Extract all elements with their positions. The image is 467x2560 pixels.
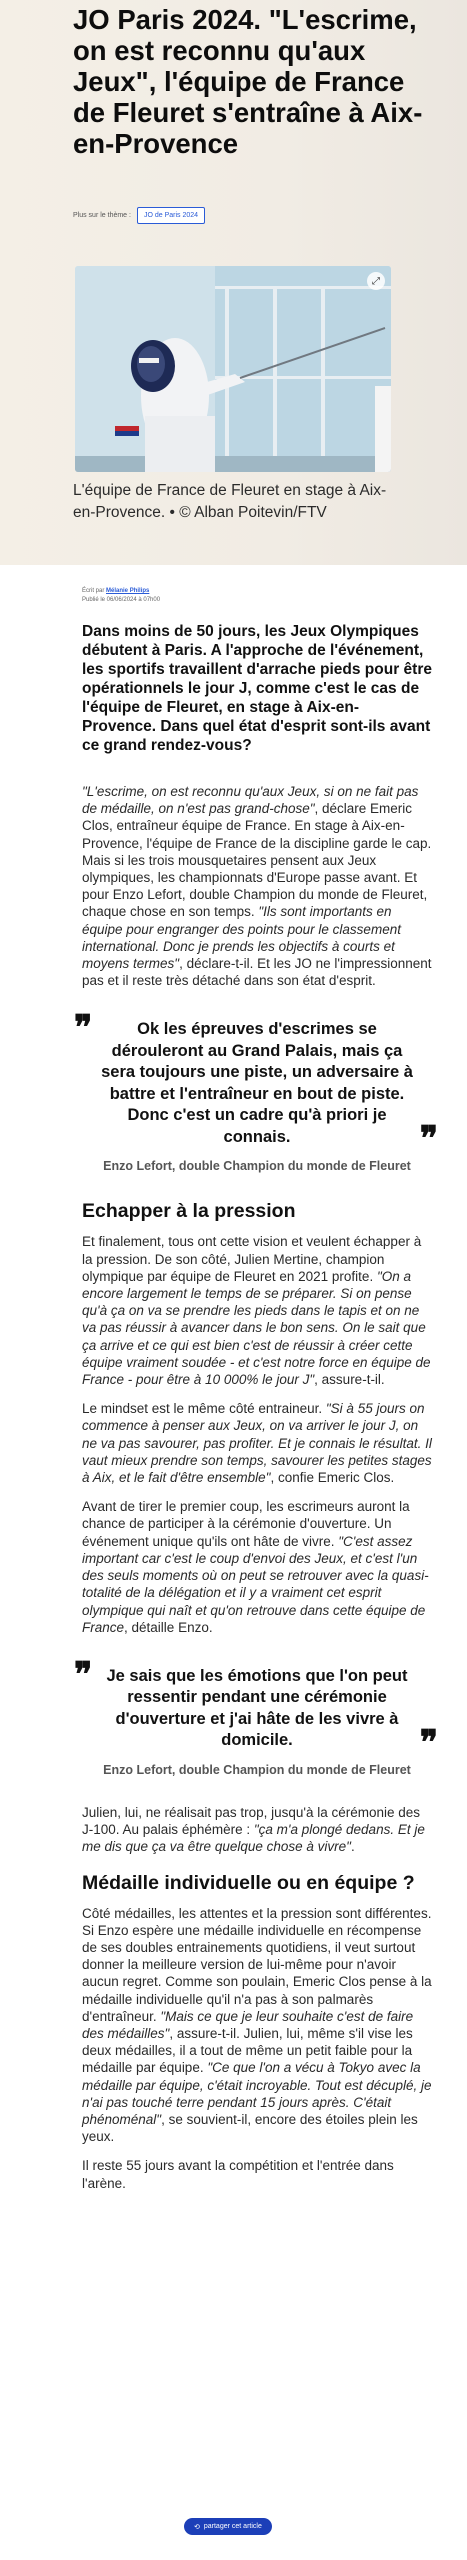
quote-close-icon: ❞ [419,1120,438,1159]
pull-quote-text: Je sais que les émotions que l'on peut ressentir pendant une cérémonie d'ouverture et j'ai hâte de les vivre à domicile. [106,1666,408,1750]
paragraph-text: Julien, lui, ne réalisait pas trop, jusqu'à la cérémonie des J-100. Au palais éphémère : [82,1804,421,1838]
paragraph [82,1233,432,1388]
pull-quote-author: Enzo Lefort, double Champion du monde de Fleuret [103,1159,411,1174]
inline-quote: "L'escrime, on est reconnu qu'aux Jeux, si on ne fait pas de médaille, on n'est pas grand-chose" [82,784,419,817]
pull-quote [74,1655,438,1778]
inline-quote: "On a encore largement le temps de se préparer. Si on pense qu'à ça on va se prendre les pieds dans le tapis et on ne va pas réussir à avancer dans le bon sens. On le sait que ça arrive et ce qui est bien c'est de réussir à créer cette équipe vraiment soudée - et c'est notre force en équipe de France - pour être à 10 000% le jour J" [82,1268,431,1388]
byline-prefix: Écrit par [82,588,105,594]
quote-open-icon: ❞ [74,1655,93,1694]
share-button[interactable] [184,2518,272,2535]
article-hero [0,0,467,565]
photo-caption: L'équipe de France de Fleuret en stage à Aix-en-Provence. • © Alban Poitevin/FTV [73,482,387,521]
paragraph [82,1498,432,1636]
article-photo[interactable] [75,266,391,472]
paragraph: Il reste 55 jours avant la compétition et l'entrée dans l'arène. [82,2158,394,2191]
quote-open-icon: ❞ [74,1009,93,1048]
pull-quote-author: Enzo Lefort, double Champion du monde de Fleuret [103,1762,411,1777]
theme-row [73,207,205,224]
page-title: JO Paris 2024. "L'escrime, on est reconnu qu'aux Jeux", l'équipe de France de Fleuret s'entraîne à Aix-en-Provence [73,4,423,159]
paragraph-text: , confie Emeric Clos. [270,1470,395,1486]
paragraph-text: Avant de tirer le premier coup, les escrimeurs auront la chance de participer à la cérémonie d'ouverture. Un événement unique qu'ils ont hâte de vivre. [82,1499,410,1549]
paragraph-text: , assure-t-il. [314,1372,385,1388]
theme-label: Plus sur le thème : [73,212,131,219]
paragraph [82,1804,432,1856]
paragraph-text: , se souvient-il, encore des étoiles plein les yeux. [82,2111,418,2145]
article-body [74,622,438,2204]
inline-quote: "Ils sont importants en équipe pour engranger des points pour le classement international. Donc je prends les objectifs à courts et moyens termes" [82,904,401,972]
quote-close-icon: ❞ [419,1723,438,1762]
inline-quote: "Mais ce que je leur souhaite c'est de faire des médailles" [82,2008,414,2041]
publish-date: Publié le 06/06/2024 à 07h00 [82,597,161,603]
paragraph-text: Côté médailles, les attentes et la pression sont différentes. Si Enzo espère une médaille individuelle en récompense de ses doubles entrainements quotidiens, il veut surtout donner la meilleure version de lui-même pour n'avoir aucun regret. Comme son poulain, Emeric Clos pense à la médaille individuelle qu'il n'a pas à son palmarès d'entraîneur. [82,1905,432,2024]
paragraph [82,783,432,989]
section-heading: Médaille individuelle ou en équipe ? [82,1871,415,1894]
paragraph-text: Le mindset est le même côté entraineur. [82,1401,326,1417]
pull-quote [74,1009,438,1174]
paragraph-text: . [350,1839,355,1855]
paragraph-text: Et finalement, tous ont cette vision et veulent échapper à la pression. De son côté, Julien Mertine, champion olympique par équipe de Fleuret en 2021 profite. [82,1234,422,1284]
paragraph [82,1905,432,2146]
section-heading: Echapper à la pression [82,1200,296,1223]
pull-quote-text: Ok les épreuves d'escrimes se dérouleront au Grand Palais, mais ça sera toujours une piste, un adversaire à battre et l'entraîneur en bout de piste. Donc c'est un cadre qu'à priori je connais. [101,1020,413,1146]
theme-tag-link[interactable]: JO de Paris 2024 [137,207,205,224]
inline-quote: "C'est assez important car c'est le coup d'envoi des Jeux, et c'est l'un des seuls moments où on peut se retrouver avec la quasi-totalité de la délégation et il y a vraiment cet esprit olympique qui naît et qu'on retrouve dans cette équipe de France [82,1533,429,1635]
byline [82,587,160,605]
inline-quote: "Si à 55 jours on commence à penser aux Jeux, on va arriver le jour J, on ne va pas savourer, pas profiter. Et je connais le résultat. Il vaut mieux prendre son temps, savourer les petites stages à Aix, et le fait d'être ensemble" [82,1401,432,1486]
paragraph-text: , déclare-t-il. Et les JO ne l'impressionnent pas et il reste très détaché dans son état d'esprit. [82,956,432,989]
share-button-label: partager cet article [203,2523,262,2530]
article-lead: Dans moins de 50 jours, les Jeux Olympiques débutent à Paris. A l'approche de l'événement, les sportifs travaillent d'arrache pieds pour être opérationnels le jour J, comme c'est le cas de l'équipe de Fleuret, en stage à Aix-en-Provence. Dans quel état d'esprit sont-ils avant ce grand rendez-vous? [82,623,432,754]
author-link[interactable]: Mélanie Philips [106,588,150,594]
paragraph [82,1400,432,1486]
inline-quote: "Ce que l'on a vécu à Tokyo avec la médaille par équipe, c'était incroyable. Tout est décuplé, je n'ai pas touché terre pendant 15 jours après. C'était phénoménal" [82,2060,432,2127]
share-icon: ⟲ [194,2523,200,2531]
paragraph-text: , déclare Emeric Clos, entraîneur équipe de France. En stage à Aix-en-Provence, l'équipe de France de la discipline garde le cap. Mais si les trois mousquetaires pensent aux Jeux olympiques, les championnats d'Europe passe avant. Et pour Enzo Lefort, double Champion du monde de Fleuret, chaque chose en son temps. [82,801,432,920]
expand-icon[interactable]: ⤢ [367,272,385,290]
paragraph-text: , assure-t-il. Julien, lui, même s'il vise les deux médailles, il a tout de même un petit faible pour la médaille par équipe. [82,2025,413,2076]
fencer-illustration [75,266,391,472]
inline-quote: "ça m'a plongé dedans. Et je me dis que ça va être quelque chose à vivre" [82,1822,425,1855]
paragraph-text: , détaille Enzo. [124,1619,213,1635]
